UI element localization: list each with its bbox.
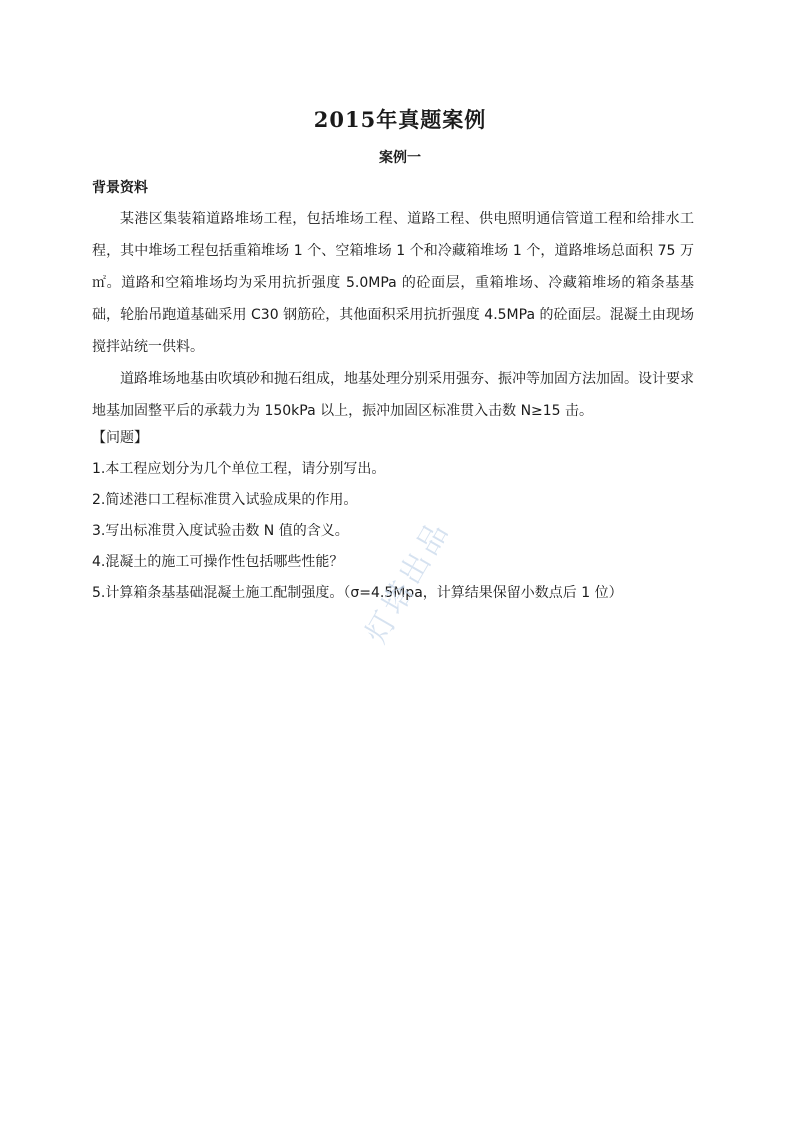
background-paragraph-2: 道路堆场地基由吹填砂和抛石组成，地基处理分别采用强夯、振冲等加固方法加固。设计要求地基加固整平后的承载力为 150kPa 以上，振冲加固区标准贯入击数 N≥15 击。 [92, 371, 694, 419]
background-paragraph-1: 某港区集装箱道路堆场工程，包括堆场工程、道路工程、供电照明通信管道工程和给排水工程，其中堆场工程包括重箱堆场 1 个、空箱堆场 1 个和冷藏箱堆场 1 个，道路堆场总面积 75 万㎡。道路和空箱堆场均为采用抗折强度 5.0MPa 的砼面层，重箱堆场、冷藏箱堆场的箱条基基础，轮胎吊跑道基础采用 C30 钢筋砼，其他面积采用抗折强度 4.5MPa 的砼面层。混凝土由现场搅拌站统一供料。 [92, 211, 694, 355]
page-title: 2015年真题案例 [313, 107, 487, 132]
case-subtitle: 案例一 [379, 150, 421, 166]
question-item: 1.本工程应划分为几个单位工程，请分别写出。 [92, 461, 386, 477]
question-item: 3.写出标准贯入度试验击数 N 值的含义。 [92, 523, 349, 539]
question-item: 4.混凝土的施工可操作性包括哪些性能？ [92, 554, 344, 570]
background-heading: 背景资料 [92, 180, 148, 196]
questions-heading: 【问题】 [92, 430, 148, 446]
watermark: 灯塔出品 [358, 514, 458, 650]
question-item: 5.计算箱条基基础混凝土施工配制强度。（σ=4.5Mpa，计算结果保留小数点后 1 位） [92, 585, 623, 601]
question-item: 2.简述港口工程标准贯入试验成果的作用。 [92, 492, 358, 508]
